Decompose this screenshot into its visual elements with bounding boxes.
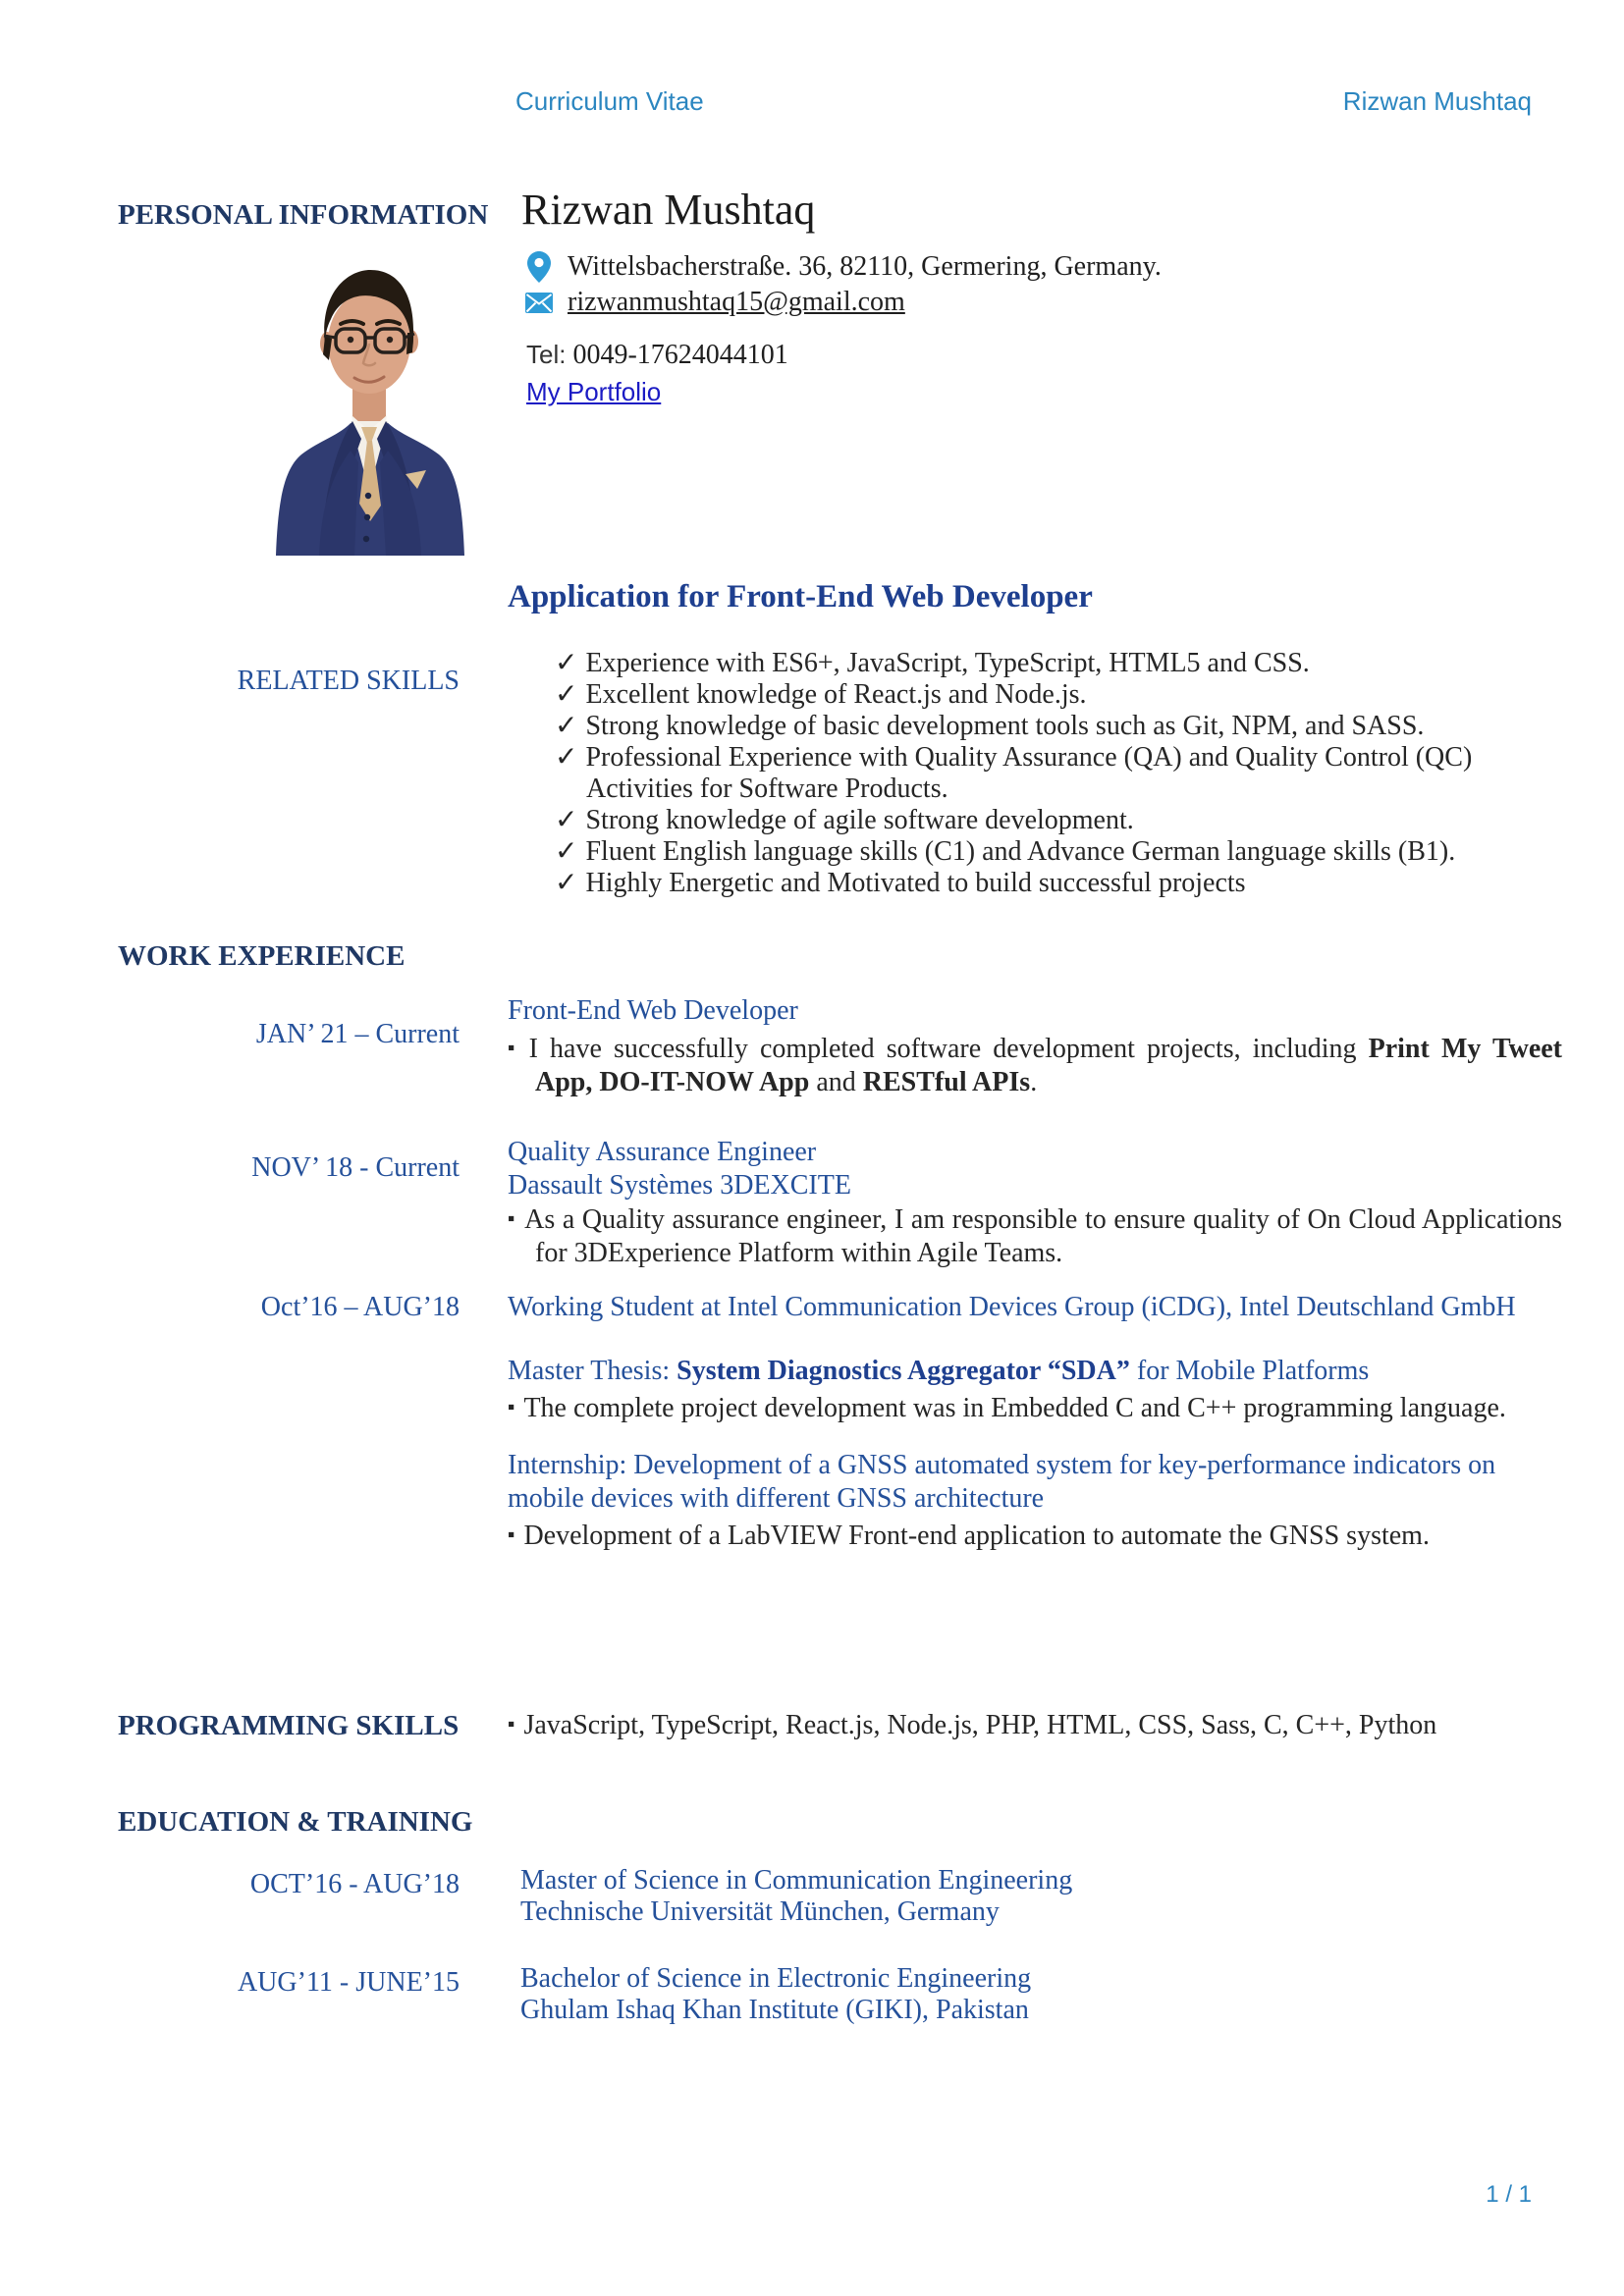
bachelors-school: Ghulam Ishaq Khan Institute (GIKI), Pakistan	[520, 1995, 1029, 2025]
description-text: I have successfully completed software development projects, including	[528, 1034, 1369, 1064]
related-skills-list	[555, 648, 1537, 899]
skill-item	[555, 836, 1537, 868]
section-personal-information: PERSONAL INFORMATION	[118, 199, 489, 231]
job-description-qa	[508, 1201, 1562, 1270]
telephone-label: Tel:	[526, 340, 567, 369]
checkmark-icon: ✓	[555, 711, 578, 741]
email-row	[524, 287, 905, 318]
checkmark-icon: ✓	[555, 648, 578, 678]
bullet-icon: ▪	[508, 1206, 516, 1230]
company-name: Dassault Systèmes 3DEXCITE	[508, 1170, 851, 1201]
section-related-skills: RELATED SKILLS	[237, 666, 460, 696]
skill-item	[555, 711, 1537, 742]
date-range-bachelors: AUG’11 - JUNE’15	[237, 1967, 460, 1998]
section-education-training: EDUCATION & TRAINING	[118, 1806, 473, 1838]
skill-item	[555, 742, 1537, 805]
description-text: Development of a LabVIEW Front-end application to automate the GNSS system.	[523, 1521, 1430, 1551]
skill-item	[555, 868, 1537, 899]
section-programming-skills: PROGRAMMING SKILLS	[118, 1710, 460, 1741]
header-doc-title: Curriculum Vitae	[515, 86, 704, 116]
job-title-working-student: Working Student at Intel Communication Devices Group (iCDG), Intel Deutschland GmbH	[508, 1292, 1516, 1322]
skill-text: Professional Experience with Quality Assurance (QA) and Quality Control (QC) Activities for Software Products.	[585, 742, 1473, 804]
skill-text: Highly Energetic and Motivated to build successful projects	[585, 868, 1246, 898]
checkmark-icon: ✓	[555, 836, 578, 867]
bullet-icon: ▪	[508, 1522, 515, 1546]
masters-school: Technische Universität München, Germany	[520, 1896, 1000, 1927]
checkmark-icon: ✓	[555, 868, 578, 898]
person-name: Rizwan Mushtaq	[521, 186, 816, 234]
header-author: Rizwan Mushtaq	[1342, 86, 1532, 116]
date-range-oct16: Oct’16 – AUG’18	[260, 1292, 460, 1322]
date-range-jan21: JAN’ 21 – Current	[255, 1019, 460, 1049]
skill-item	[555, 805, 1537, 836]
portrait-photo	[262, 248, 479, 556]
section-work-experience: WORK EXPERIENCE	[118, 940, 406, 972]
page-number: 1 / 1	[1486, 2181, 1532, 2208]
job-title-frontend: Front-End Web Developer	[508, 995, 798, 1026]
job-title-qa: Quality Assurance Engineer	[508, 1137, 817, 1167]
date-range-nov18: NOV’ 18 - Current	[251, 1152, 460, 1183]
location-pin-icon	[524, 251, 554, 283]
bullet-icon: ▪	[508, 1395, 515, 1418]
skills-text: JavaScript, TypeScript, React.js, Node.js, PHP, HTML, CSS, Sass, C, C++, Python	[523, 1710, 1437, 1740]
date-range-masters: OCT’16 - AUG’18	[249, 1869, 460, 1899]
thesis-prefix: Master Thesis:	[508, 1356, 677, 1386]
job-description-frontend	[508, 1031, 1562, 1099]
thesis-suffix: for Mobile Platforms	[1129, 1356, 1370, 1386]
skill-text: Strong knowledge of basic development tools such as Git, NPM, and SASS.	[585, 711, 1425, 741]
bullet-icon: ▪	[508, 1712, 515, 1735]
thesis-title: System Diagnostics Aggregator “SDA”	[677, 1356, 1130, 1386]
thesis-heading	[508, 1355, 1539, 1388]
skill-text: Strong knowledge of agile software development.	[585, 805, 1134, 835]
envelope-icon	[524, 293, 554, 313]
telephone-line	[526, 340, 788, 371]
address-text: Wittelsbacherstraße. 36, 82110, Germering, Germany.	[568, 251, 1162, 282]
highlighted-apps: Print My Tweet App, DO-IT-NOW App	[535, 1034, 1562, 1097]
internship-description	[508, 1518, 1562, 1553]
address-row	[524, 251, 1162, 283]
application-title: Application for Front-End Web Developer	[508, 579, 1093, 614]
checkmark-icon: ✓	[555, 805, 578, 835]
description-text: As a Quality assurance engineer, I am responsible to ensure quality of On Cloud Applications for 3DExperience Platform within Agile Teams.	[524, 1204, 1562, 1268]
programming-skills-line	[508, 1710, 1535, 1741]
skill-text: Experience with ES6+, JavaScript, TypeScript, HTML5 and CSS.	[585, 648, 1310, 678]
skill-text: Fluent English language skills (C1) and Advance German language skills (B1).	[585, 836, 1456, 867]
skill-text: Excellent knowledge of React.js and Node.js.	[585, 679, 1087, 710]
checkmark-icon: ✓	[555, 679, 578, 710]
masters-degree: Master of Science in Communication Engineering	[520, 1865, 1073, 1896]
internship-heading: Internship: Development of a GNSS automated system for key-performance indicators on mobile devices with different GNSS architecture	[508, 1450, 1496, 1514]
thesis-description	[508, 1390, 1562, 1425]
bullet-icon: ▪	[508, 1036, 520, 1059]
portfolio-link[interactable]: My Portfolio	[526, 377, 662, 406]
telephone-number: 0049-17624044101	[572, 340, 788, 370]
skill-item	[555, 648, 1537, 679]
skill-item	[555, 679, 1537, 711]
description-text: .	[1030, 1067, 1038, 1097]
description-text: The complete project development was in Embedded C and C++ programming language.	[523, 1393, 1506, 1423]
email-link[interactable]: rizwanmushtaq15@gmail.com	[568, 287, 905, 317]
description-text: and	[809, 1067, 863, 1097]
highlighted-apis: RESTful APIs	[862, 1067, 1031, 1097]
checkmark-icon: ✓	[555, 742, 578, 773]
bachelors-degree: Bachelor of Science in Electronic Engineering	[520, 1963, 1032, 1994]
